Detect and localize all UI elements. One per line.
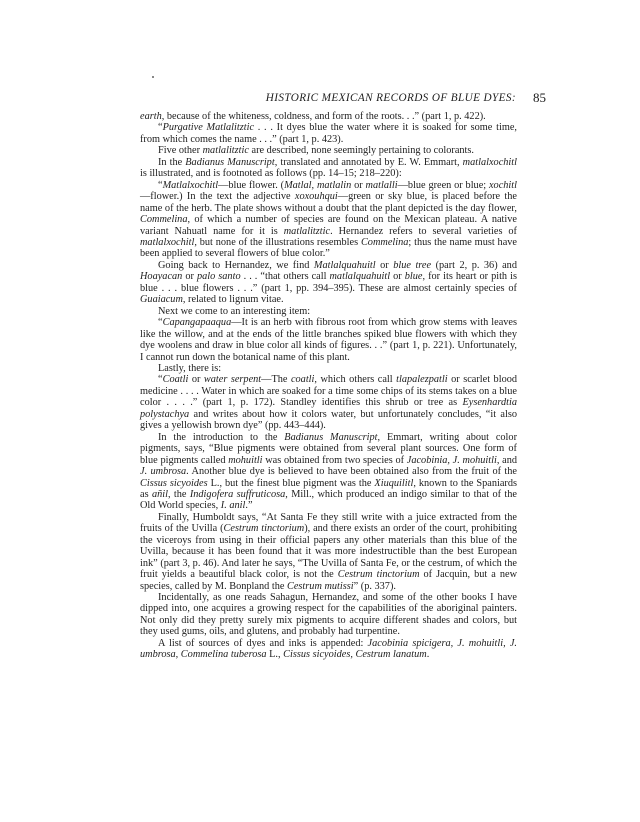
italic-run: Purgative Matlalitztic <box>162 122 255 134</box>
text-run: , related to lignum vitae. <box>182 294 284 306</box>
italic-run: Cissus sicyoides, Cestrum lanatum <box>283 649 427 661</box>
text-run: ” (p. 337). <box>353 580 396 592</box>
italic-run: añil <box>151 488 168 500</box>
italic-run: coatli <box>290 374 315 386</box>
italic-run: Xiuquilitl <box>374 477 414 489</box>
text-run: —flower.) In the text the adjective <box>140 191 295 203</box>
text-run: Going back to Hernandez, we find <box>158 259 314 271</box>
italic-run: Badianus Manuscript <box>284 431 378 443</box>
italic-run: blue tree <box>393 259 432 271</box>
italic-run: Coatli <box>162 374 189 386</box>
text-run: or <box>375 259 394 271</box>
text-run: L., <box>266 649 284 661</box>
italic-run: tlapalezpatli <box>396 374 448 386</box>
text-run: or <box>188 374 204 386</box>
text-run: L., but the finest blue pigment was the <box>207 477 375 489</box>
italic-run: mohuitli <box>228 454 263 466</box>
page-speck <box>152 76 154 78</box>
italic-run: Commelina <box>140 214 188 226</box>
text-run: or <box>182 271 197 283</box>
italic-run: Cestrum tinctorium <box>223 523 305 535</box>
text-run: , known to the Spaniards as <box>140 477 517 500</box>
text-run: was obtained from two species of <box>262 454 407 466</box>
text-run: , and <box>496 454 517 466</box>
text-run: .” <box>245 500 253 512</box>
text-run: Finally, Humboldt says, “At Santa Fe they still write with a juice extracted from the fruits of the Uvilla ( <box>140 511 517 535</box>
text-run: , the <box>167 488 190 500</box>
italic-run: Eysenhardtia polystachya <box>140 397 517 420</box>
page-number: 85 <box>533 90 546 105</box>
italic-run: matlalitztic <box>283 225 331 237</box>
text-run: are described, none seemingly pertaining to colorants. <box>248 145 474 157</box>
italic-run: Matlalxochitl <box>162 179 219 191</box>
italic-run: I. anil <box>220 500 246 512</box>
paragraph <box>140 638 517 661</box>
paragraph <box>140 180 517 260</box>
italic-run: xochitl <box>488 179 518 191</box>
text-run: . . . “that others call <box>240 271 330 283</box>
text-run: . . . It dyes blue the water where it is soaked for some time, from which comes the name . . .” (part 1, p. 423). <box>140 122 517 145</box>
italic-run: Badianus Manuscript <box>185 156 275 168</box>
text-run: , but none of the illustrations resembles <box>194 236 361 248</box>
text-run: “ <box>158 374 163 386</box>
italic-run: xoxouhqui <box>294 191 338 203</box>
italic-run: earth <box>140 111 162 122</box>
text-run: . <box>426 649 430 661</box>
italic-run: matlalxochitl <box>462 156 518 168</box>
paragraph <box>140 592 517 638</box>
text-run: —blue flower. ( <box>218 179 285 191</box>
text-run: “ <box>158 179 163 191</box>
text-run: . Hernandez refers to several varieties of <box>330 225 517 237</box>
text-run: “ <box>158 317 163 329</box>
text-run: . Another blue dye is believed to have been obtained also from the fruit of the <box>186 466 517 478</box>
paragraph <box>140 363 517 374</box>
italic-run: Jacobinia spicigera, J. mohuitli, J. umbrosa, Commelina tuberosa <box>140 637 517 661</box>
paragraph <box>140 512 517 592</box>
italic-run: Indigofera suffruticosa <box>189 488 286 500</box>
text-run: Next we come to an interesting item: <box>158 305 311 317</box>
text-run: or <box>351 179 366 191</box>
paragraph <box>140 111 517 122</box>
text-run: —green or sky blue, is placed before the name of the herb. The plate shows without a doubt that the plant depicted is the day flower, <box>140 191 517 214</box>
paragraph <box>140 306 517 317</box>
italic-run: matlalitztic <box>202 145 249 157</box>
text-run: Incidentally, as one reads Sahagun, Hernandez, and some of the other books I have dipped into, one acquires a growing respect for the capabilities of the aboriginal painters. Not only did they pretty surely mix pigments to acquire different shades and colors, but they used gums, oils, and glutens, and probably had turpentine. <box>140 592 517 638</box>
paragraph <box>140 260 517 306</box>
text-run: or scarlet blood medicine . . . . Water in which are soaked for a time some chips of its stems takes on a blue color . . . .” (part 1, p. 172). Standley identifies this shrub or tree as <box>140 374 518 409</box>
running-header: HISTORIC MEXICAN RECORDS OF BLUE DYES: <box>265 92 516 104</box>
italic-run: Cissus sicyoides <box>140 477 208 489</box>
text-run: and writes about how it colors water, but unfortunately concludes, “it also gives a yellowish brown dye” (pp. 443–444). <box>140 408 517 432</box>
italic-run: palo santo <box>196 271 241 283</box>
text-run: , Emmart, writing about color pigments, says, “Blue pigments were obtained from several plant sources. One form of blue pigments called <box>140 431 517 466</box>
text-run: , of which a number of species are found on the Mexican plateau. A native variant Nahuatl name for it is <box>140 214 517 237</box>
italic-run: Cestrum mutissi <box>286 580 354 592</box>
italic-run: blue <box>404 271 423 283</box>
text-run: , translated and annotated by E. W. Emmart, <box>274 156 463 168</box>
italic-run: Cestrum tinctorium <box>337 569 420 581</box>
italic-run: J. umbrosa <box>140 466 187 478</box>
paragraph <box>140 317 517 363</box>
italic-run: water serpent <box>203 374 262 386</box>
text-run: is illustrated, and is footnoted as follows (pp. 14–15; 218–220): <box>140 168 402 180</box>
italic-run: matlalquahuitl <box>329 271 391 283</box>
text-run: Lastly, there is: <box>158 362 222 374</box>
text-run: In the <box>158 156 186 168</box>
italic-run: matlalli <box>365 179 398 191</box>
text-run: , which others call <box>314 374 397 386</box>
text-run: —blue green or blue; <box>397 179 489 191</box>
italic-run: Hoayacan <box>140 271 183 283</box>
text-run: Five other <box>158 145 203 157</box>
italic-run: Jacobinia, J. mohuitli <box>406 454 497 466</box>
text-run: “ <box>158 122 163 134</box>
italic-run: Matlalquahuitl <box>313 259 376 271</box>
paragraph <box>140 145 517 156</box>
paragraph <box>140 157 517 180</box>
text-run: ), and there exists an order of the court, prohibiting the viceroys from using in their official papers any other materials than this blue of the Uvilla, because it has been found that it was more indestructible than the best European ink” (part 3, p. 46). And later he says, “The Uvilla of Santa Fe, or the cestrum, of which the fruit yields a beautiful black color, is not the <box>140 523 518 581</box>
body-text <box>140 111 517 661</box>
text-run: or <box>390 271 405 283</box>
text-run: —It is an herb with fibrous root from which grow stems with leaves like the willow, and at the ends of the little branches spiked blue flowers with which they dye woolens and draw in blue color all kinds of figures. . .” (part 1, p. 221). Unfortunately, I cannot run down the botanical name of this plant. <box>140 317 517 363</box>
italic-run: Capangapaaqua <box>162 317 232 329</box>
italic-run: Commelina <box>360 236 409 248</box>
paragraph <box>140 432 517 512</box>
text-run: In the introduction to the <box>158 431 285 443</box>
paragraph <box>140 374 517 431</box>
text-run: ; thus the name must have been applied to several flowers of blue color.” <box>140 236 517 260</box>
text-run: , Mill., which produced an indigo similar to that of the Old World species, <box>140 488 517 512</box>
text-run: , for its heart or pith is blue . . . blue flowers . . .” (part 1, pp. 394–395). These are almost certainly species of <box>140 271 517 294</box>
text-run: A list of sources of dyes and inks is appended: <box>158 637 368 649</box>
italic-run: Guaiacum <box>140 294 183 306</box>
text-run: , because of the whiteness, coldness, and form of the roots. . .” (part 1, p. 422). <box>161 111 486 122</box>
paragraph <box>140 122 517 145</box>
text-run: of Jacquin, but a new species, called by M. Bonpland the <box>140 569 518 592</box>
italic-run: Matlal, matlalin <box>284 179 352 191</box>
text-run: —The <box>261 374 291 386</box>
text-run: (part 2, p. 36) and <box>431 259 517 271</box>
italic-run: matlalxochitl <box>140 236 195 248</box>
